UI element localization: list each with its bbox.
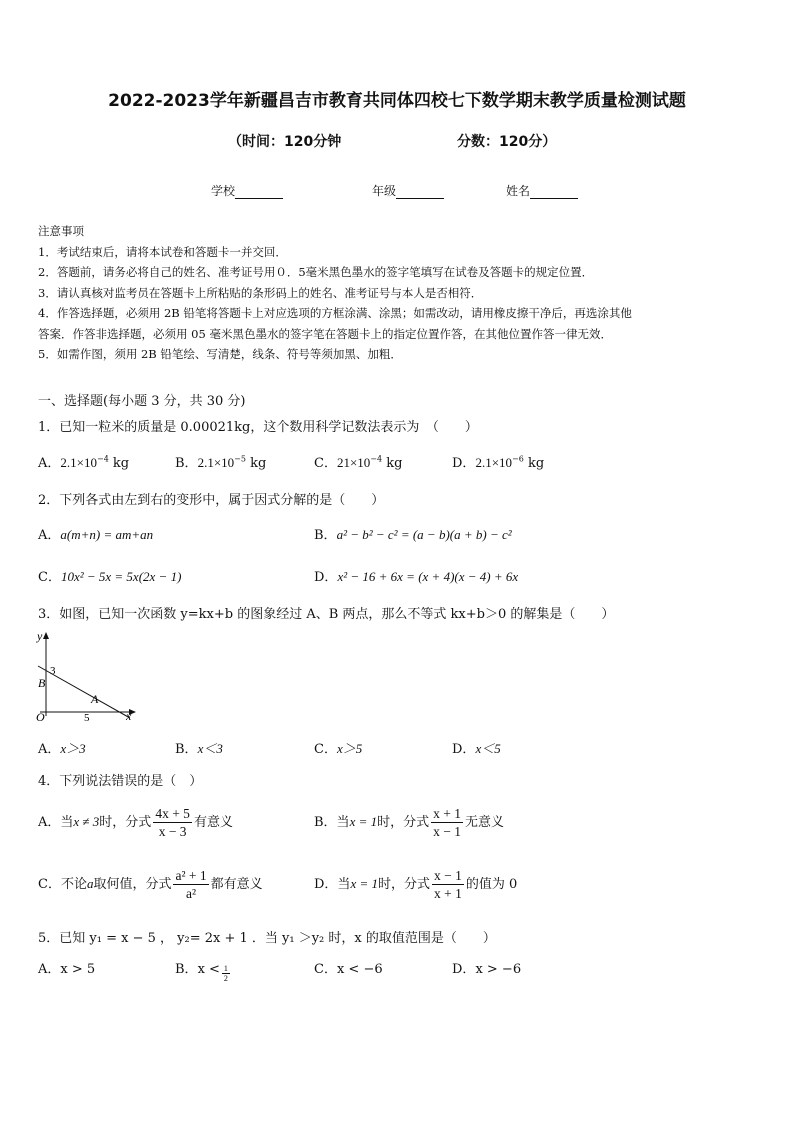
q2-stem: 2．下列各式由左到右的变形中，属于因式分解的是（ ） [38, 493, 385, 508]
q3-graph [34, 628, 144, 724]
q1-option-c[interactable]: C．$21\times 10^{-4}$ kg [314, 454, 403, 471]
q1-option-a[interactable]: A．$2.1\times 10^{-4}$ kg [38, 454, 130, 471]
q5-option-b[interactable]: B．x < $\frac{1}{2}$ [175, 962, 228, 983]
notes-block [38, 221, 632, 365]
q1-stem: 1．已知一粒米的质量是 0.00021kg，这个数用科学记数法表示为 （ ） [38, 420, 478, 435]
q3-stem: 3．如图，已知一次函数 y=kx+b 的图象经过 A、B 两点，那么不等式 kx+b＞0 的解集是（ ） [38, 607, 615, 622]
name-field[interactable] [506, 182, 578, 199]
x-label: x [126, 709, 132, 723]
q2-option-c[interactable]: C．10x² − 5x = 5x(2x − 1) [38, 569, 182, 585]
page-title: 2022-2023学年新疆昌吉市教育共同体四校七下数学期末教学质量检测试题 [108, 91, 686, 111]
origin-label: O [36, 710, 45, 724]
y-arrow-icon [43, 632, 49, 639]
q3-graph-svg [34, 628, 144, 724]
q2-option-a[interactable]: A．a(m+n) = am+an [38, 527, 154, 543]
q1-option-b[interactable]: B．$2.1\times 10^{-5}$ kg [175, 454, 267, 471]
intercept-5-label: 5 [84, 712, 90, 724]
exam-time: （时间：120分钟 [228, 134, 342, 150]
q5-option-c[interactable]: C．x < −6 [314, 962, 383, 977]
q3-option-c[interactable]: C．x＞5 [314, 741, 363, 757]
name-label: 姓名 [506, 184, 531, 198]
q3-option-b[interactable]: B．x＜3 [175, 741, 223, 757]
q5-option-d[interactable]: D．x > −6 [452, 962, 522, 977]
q3-option-d[interactable]: D．x＜5 [452, 741, 501, 757]
q5-option-a[interactable]: A．x > 5 [38, 962, 96, 977]
q3-option-a[interactable]: A．x＞3 [38, 741, 86, 757]
q4-option-d[interactable]: D．当x = 1时，分式 $\frac{x - 1}{x + 1}$ 的值为 0 [314, 868, 518, 901]
notes-heading: 注意事项 [38, 224, 84, 238]
school-label: 学校 [211, 184, 236, 198]
note-item: 3．请认真核对监考员在答题卡上所粘贴的条形码上的姓名、准考证号与本人是否相符． [38, 285, 483, 300]
q4-stem: 4．下列说法错误的是（ ） [38, 774, 203, 789]
grade-field[interactable] [372, 182, 444, 199]
note-item: 1．考试结束后，请将本试卷和答题卡一并交回． [38, 244, 287, 259]
section-heading: 一、选择题(每小题 3 分，共 30 分) [38, 394, 246, 409]
q4-option-c[interactable]: C．不论a取何值，分式 $\frac{\text{a² + 1}}{\text{a²}}$ 都有意义 [38, 868, 263, 901]
q2-option-d[interactable]: D．x² − 16 + 6x = (x + 4)(x − 4) + 6x [314, 569, 519, 585]
note-item: 4．作答选择题，必须用 2B 铅笔将答题卡上对应选项的方框涂满、涂黑；如需改动，请用橡皮擦干净后，再选涂其他 [38, 306, 632, 320]
intercept-3-label: 3 [50, 665, 56, 677]
grade-label: 年级 [372, 184, 397, 198]
note-item: 2．答题前，请务必将自己的姓名、准考证号用０．5毫米黑色墨水的签字笔填写在试卷及答题卡的规定位置． [38, 265, 594, 279]
q1-option-d[interactable]: D．$2.1\times 10^{-6}$ kg [452, 454, 545, 471]
note-item: 答案．作答非选择题，必须用 05 毫米黑色墨水的签字笔在答题卡上的指定位置作答，在其他位置作答一律无效． [38, 326, 612, 341]
q4-option-b[interactable]: B．当x = 1时，分式 $\frac{x + 1}{x - 1}$ 无意义 [314, 806, 505, 839]
school-field[interactable] [211, 182, 283, 199]
note-item: 5．如需作图，须用 2B 铅笔绘、写清楚，线条、符号等须加黑、加粗． [38, 347, 402, 361]
q5-stem: 5．已知 y₁ = x − 5 ， y₂= 2x + 1 ．当 y₁ ＞y₂ 时，x 的取值范围是（ ） [38, 931, 496, 946]
point-b-label: B [38, 676, 46, 690]
q2-option-b[interactable]: B．a² − b² − c² = (a − b)(a + b) − c² [314, 527, 512, 543]
y-label: y [37, 629, 43, 643]
point-a-label: A [91, 692, 99, 706]
exam-score: 分数：120分） [457, 134, 557, 150]
q4-option-a[interactable]: A．当x ≠ 3时，分式 $\frac{4x + 5}{x - 3}$ 有意义 [38, 806, 233, 839]
